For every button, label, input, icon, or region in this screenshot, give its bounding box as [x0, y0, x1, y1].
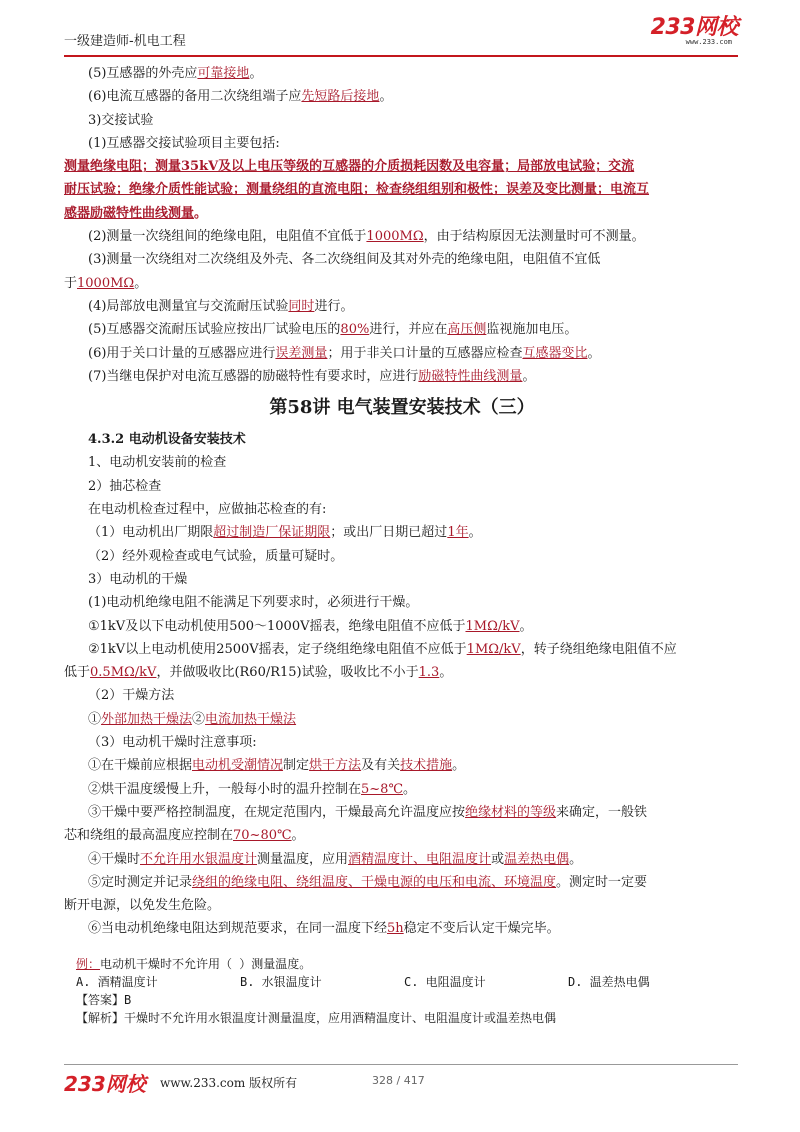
option-b[interactable]: B. 水银温度计 [240, 974, 322, 989]
text-line: 2）抽芯检查 [88, 478, 162, 494]
text-line: （1）电动机出厂期限超过制造厂保证期限；或出厂日期已超过1年。 [88, 525, 482, 541]
option-a[interactable]: A. 酒精温度计 [76, 974, 158, 989]
text-line: (7)当继电保护对电流互感器的励磁特性有要求时，应进行励磁特性曲线测量。 [88, 368, 536, 384]
text-line: ③干燥中要严格控制温度，在规定范围内，干燥最高允许温度应按绝缘材料的等级来确定，一般铁 [88, 804, 648, 820]
text-line: (1)电动机绝缘电阻不能满足下列要求时，必须进行干燥。 [88, 595, 419, 611]
logo-url: www.233.com [685, 38, 732, 46]
text-line: 3）电动机的干燥 [88, 571, 188, 587]
footer-copyright: www.233.com 版权所有 [160, 1076, 298, 1090]
text-line: ⑥当电动机绝缘电阻达到规范要求，在同一温度下经5h稳定不变后认定干燥完毕。 [88, 921, 560, 937]
text-line: (2)测量一次绕组间的绝缘电阻，电阻值不宜低于1000MΩ，由于结构原因无法测量时可不测量。 [88, 229, 645, 245]
key-point-line: 测量绝缘电阻；测量35kV及以上电压等级的互感器的介质损耗因数及电容量；局部放电试验；交流 [64, 159, 635, 175]
text-line: (5)互感器交流耐压试验应按出厂试验电压的80%进行，并应在高压侧监视施加电压。 [88, 322, 578, 338]
text-line: 在电动机检查过程中，应做抽芯检查的有: [88, 502, 327, 518]
text-line: （2）经外观检查或电气试验，质量可疑时。 [88, 548, 344, 564]
section-title: 第58讲 电气装置安装技术（三） [269, 397, 535, 419]
text-line: （3）电动机干燥时注意事项: [88, 735, 257, 751]
header-title: 一级建造师-机电工程 [64, 34, 186, 49]
text-line: (3)测量一次绕组对二次绕组及外壳、各二次绕组间及其对外壳的绝缘电阻，电阻值不宜低 [88, 252, 601, 268]
text-line: ②1kV以上电动机使用2500V摇表，定子绕组绝缘电阻值不应低于1MΩ/kV，转子绕组绝缘电阻值不应 [88, 641, 677, 657]
text-line: (6)电流互感器的备用二次绕组端子应先短路后接地。 [88, 89, 393, 105]
text-line: ①1kV及以下电动机使用500～1000V摇表，绝缘电阻值不应低于1MΩ/kV。 [88, 618, 533, 634]
document-body [64, 62, 740, 1027]
option-d[interactable]: D. 温差热电偶 [568, 974, 650, 989]
logo-text: 233网校 [650, 15, 738, 40]
text-line: (1)互感器交接试验项目主要包括: [88, 135, 280, 151]
text-line: 芯和绕组的最高温度应控制在70~80℃。 [64, 828, 305, 844]
text-line: 断开电源，以免发生危险。 [64, 898, 221, 914]
option-c[interactable]: C. 电阻温度计 [404, 974, 486, 989]
question-options [64, 973, 740, 991]
footer-divider [64, 1064, 738, 1065]
key-point-line: 耐压试验；绝缘介质性能试验；测量绕组的直流电阻；检查绕组组别和极性；误差及变比测量；电流互 [64, 182, 650, 198]
text-line: (5)互感器的外壳应可靠接地。 [88, 66, 263, 81]
text-line: ⑤定时测定并记录绕组的绝缘电阻、绕组温度、干燥电源的电压和电流、环境温度。测定时一定要 [88, 874, 648, 890]
footer-logo[interactable]: 233网校 [64, 1072, 146, 1096]
subheading: 4.3.2 电动机设备安装技术 [88, 432, 246, 448]
header-divider [64, 55, 738, 57]
text-line: ④干燥时不允许用水银温度计测量温度，应用酒精温度计、电阻温度计或温差热电偶。 [88, 851, 583, 867]
text-line: ①外部加热干燥法②电流加热干燥法 [88, 711, 297, 727]
brand-logo[interactable] [642, 16, 738, 46]
text-line: ②烘干温度缓慢上升，一般每小时的温升控制在5~8℃。 [88, 781, 417, 797]
text-line: ①在干燥前应根据电动机受潮情况制定烘干方法及有关技术措施。 [88, 758, 466, 774]
text-line: (6)用于关口计量的互感器应进行误差测量；用于非关口计量的互感器应检查互感器变比。 [88, 345, 601, 361]
key-point-line: 感器励磁特性曲线测量。 [64, 205, 208, 221]
subheading: 3)交接试验 [88, 112, 154, 128]
answer: 【答案】B [76, 992, 132, 1007]
text-line: 1、电动机安装前的检查 [88, 455, 227, 471]
text-line: (4)局部放电测量宜与交流耐压试验同时进行。 [88, 298, 354, 314]
text-line: （2）干燥方法 [88, 688, 175, 704]
analysis: 【解析】干燥时不允许用水银温度计测量温度，应用酒精温度计、电阻温度计或温差热电偶 [76, 1010, 557, 1025]
question-stem: 例：电动机干燥时不允许用（ ）测量温度。 [76, 956, 312, 971]
text-line: 于1000MΩ。 [64, 275, 148, 291]
page-number: 328 / 417 [372, 1074, 425, 1087]
text-line: 低于0.5MΩ/kV，并做吸收比(R60/R15)试验，吸收比不小于1.3。 [64, 665, 453, 681]
